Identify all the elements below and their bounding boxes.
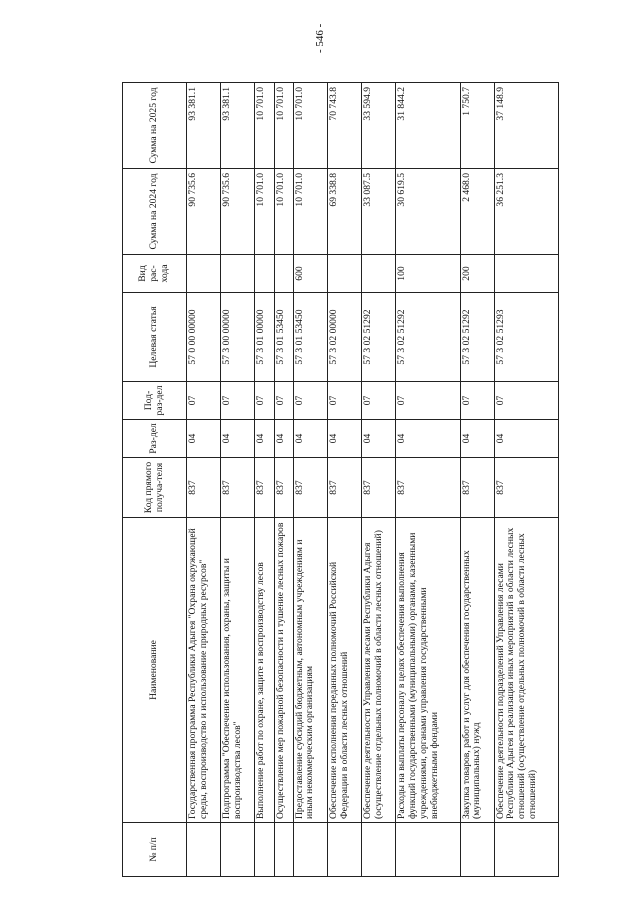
header-num: № п/п bbox=[123, 823, 187, 877]
cell-target: 57 3 00 00000 bbox=[221, 293, 255, 382]
cell-podrazdel: 07 bbox=[362, 382, 396, 420]
cell-target: 57 3 02 51292 bbox=[362, 293, 396, 382]
cell-sum2025: 33 594.9 bbox=[362, 83, 396, 169]
cell-sum2025: 37 148.9 bbox=[494, 83, 558, 169]
cell-name: Подпрограмма "Обеспечение использования, охраны, защиты и воспроизводства лесов" bbox=[221, 518, 255, 823]
cell-vid bbox=[494, 255, 558, 293]
cell-podrazdel: 07 bbox=[460, 382, 494, 420]
cell-vid bbox=[274, 255, 293, 293]
cell-sum2025: 31 844.2 bbox=[396, 83, 460, 169]
cell-vid bbox=[187, 255, 221, 293]
header-code: Код прямого получа-теля bbox=[123, 458, 187, 518]
cell-sum2024: 36 251.3 bbox=[494, 169, 558, 255]
cell-sum2024: 10 701.0 bbox=[255, 169, 274, 255]
cell-num bbox=[396, 823, 460, 877]
cell-sum2024: 90 735.6 bbox=[187, 169, 221, 255]
cell-target: 57 3 02 51293 bbox=[494, 293, 558, 382]
cell-sum2025: 10 701.0 bbox=[274, 83, 293, 169]
rotated-table-container bbox=[122, 83, 559, 877]
cell-num bbox=[187, 823, 221, 877]
cell-sum2024: 30 619.5 bbox=[396, 169, 460, 255]
cell-podrazdel: 07 bbox=[327, 382, 361, 420]
header-sum2025: Сумма на 2025 год bbox=[123, 83, 187, 169]
cell-razdel: 04 bbox=[362, 420, 396, 458]
cell-sum2024: 10 701.0 bbox=[274, 169, 293, 255]
cell-name: Обеспечение исполнения переданных полномочий Российской Федерации в области лесных отношений bbox=[327, 518, 361, 823]
budget-table bbox=[122, 82, 559, 877]
cell-code: 837 bbox=[221, 458, 255, 518]
cell-name: Предоставление субсидий бюджетным, автономным учреждениям и иным некоммерческим организациям bbox=[293, 518, 327, 823]
cell-podrazdel: 07 bbox=[274, 382, 293, 420]
table-row bbox=[327, 83, 361, 877]
cell-vid: 100 bbox=[396, 255, 460, 293]
cell-razdel: 04 bbox=[274, 420, 293, 458]
table-row bbox=[494, 83, 558, 877]
cell-podrazdel: 07 bbox=[255, 382, 274, 420]
cell-sum2025: 93 381.1 bbox=[187, 83, 221, 169]
cell-sum2025: 10 701.0 bbox=[255, 83, 274, 169]
cell-razdel: 04 bbox=[327, 420, 361, 458]
cell-num bbox=[221, 823, 255, 877]
cell-sum2025: 93 381.1 bbox=[221, 83, 255, 169]
cell-num bbox=[494, 823, 558, 877]
cell-name: Расходы на выплаты персоналу в целях обеспечения выполнения функций государственными (муниципальными) органами, казенными учреждениями, органами управления государственными внебюджетными фондами bbox=[396, 518, 460, 823]
cell-podrazdel: 07 bbox=[494, 382, 558, 420]
cell-sum2024: 2 468.0 bbox=[460, 169, 494, 255]
header-podrazdel: Под-раз-дел bbox=[123, 382, 187, 420]
cell-sum2025: 1 750.7 bbox=[460, 83, 494, 169]
cell-target: 57 3 02 00000 bbox=[327, 293, 361, 382]
table-row bbox=[460, 83, 494, 877]
cell-num bbox=[327, 823, 361, 877]
page-number: - 546 - bbox=[314, 23, 326, 53]
table-row bbox=[396, 83, 460, 877]
cell-target: 57 3 01 53450 bbox=[274, 293, 293, 382]
cell-code: 837 bbox=[187, 458, 221, 518]
cell-num bbox=[362, 823, 396, 877]
cell-podrazdel: 07 bbox=[221, 382, 255, 420]
cell-code: 837 bbox=[494, 458, 558, 518]
cell-target: 57 3 01 53450 bbox=[293, 293, 327, 382]
cell-target: 57 0 00 00000 bbox=[187, 293, 221, 382]
cell-name: Обеспечение деятельности подразделений Управления лесами Республики Адыгея и реализация иных мероприятий в области лесных отношений (осуществление отдельных полномочий в области лесных отношений) bbox=[494, 518, 558, 823]
cell-name: Обеспечение деятельности Управления лесами Республики Адыгея (осуществление отдельных полномочий в области лесных отношений) bbox=[362, 518, 396, 823]
cell-sum2025: 70 743.8 bbox=[327, 83, 361, 169]
table-row bbox=[187, 83, 221, 877]
cell-code: 837 bbox=[396, 458, 460, 518]
cell-code: 837 bbox=[460, 458, 494, 518]
header-target: Целевая статья bbox=[123, 293, 187, 382]
cell-code: 837 bbox=[293, 458, 327, 518]
cell-vid: 200 bbox=[460, 255, 494, 293]
cell-razdel: 04 bbox=[460, 420, 494, 458]
header-sum2024: Сумма на 2024 год bbox=[123, 169, 187, 255]
cell-target: 57 3 01 00000 bbox=[255, 293, 274, 382]
cell-razdel: 04 bbox=[494, 420, 558, 458]
cell-code: 837 bbox=[327, 458, 361, 518]
cell-razdel: 04 bbox=[187, 420, 221, 458]
cell-vid bbox=[327, 255, 361, 293]
table-row bbox=[221, 83, 255, 877]
header-vid: Вид рас-хода bbox=[123, 255, 187, 293]
table-body bbox=[187, 83, 559, 877]
cell-sum2025: 10 701.0 bbox=[293, 83, 327, 169]
cell-code: 837 bbox=[362, 458, 396, 518]
cell-num bbox=[460, 823, 494, 877]
cell-name: Закупка товаров, работ и услуг для обеспечения государственных (муниципальных) нужд bbox=[460, 518, 494, 823]
header-row bbox=[123, 83, 187, 877]
cell-podrazdel: 07 bbox=[293, 382, 327, 420]
cell-vid bbox=[362, 255, 396, 293]
cell-razdel: 04 bbox=[255, 420, 274, 458]
header-name: Наименование bbox=[123, 518, 187, 823]
cell-vid bbox=[255, 255, 274, 293]
cell-podrazdel: 07 bbox=[396, 382, 460, 420]
cell-name: Выполнение работ по охране, защите и воспроизводству лесов bbox=[255, 518, 274, 823]
cell-vid: 600 bbox=[293, 255, 327, 293]
cell-target: 57 3 02 51292 bbox=[460, 293, 494, 382]
cell-code: 837 bbox=[274, 458, 293, 518]
table-row bbox=[274, 83, 293, 877]
cell-vid bbox=[221, 255, 255, 293]
cell-num bbox=[293, 823, 327, 877]
cell-sum2024: 90 735.6 bbox=[221, 169, 255, 255]
cell-sum2024: 33 087.5 bbox=[362, 169, 396, 255]
table-row bbox=[255, 83, 274, 877]
cell-razdel: 04 bbox=[221, 420, 255, 458]
cell-target: 57 3 02 51292 bbox=[396, 293, 460, 382]
table-row bbox=[362, 83, 396, 877]
cell-sum2024: 10 701.0 bbox=[293, 169, 327, 255]
cell-razdel: 04 bbox=[293, 420, 327, 458]
cell-podrazdel: 07 bbox=[187, 382, 221, 420]
cell-num bbox=[255, 823, 274, 877]
table-row bbox=[293, 83, 327, 877]
cell-code: 837 bbox=[255, 458, 274, 518]
cell-razdel: 04 bbox=[396, 420, 460, 458]
cell-name: Государственная программа Республики Адыгея "Охрана окружающей среды, воспроизводство и использование природных ресурсов" bbox=[187, 518, 221, 823]
cell-name: Осуществление мер пожарной безопасности и тушение лесных пожаров bbox=[274, 518, 293, 823]
cell-sum2024: 69 338.8 bbox=[327, 169, 361, 255]
header-razdel: Раз-дел bbox=[123, 420, 187, 458]
cell-num bbox=[274, 823, 293, 877]
